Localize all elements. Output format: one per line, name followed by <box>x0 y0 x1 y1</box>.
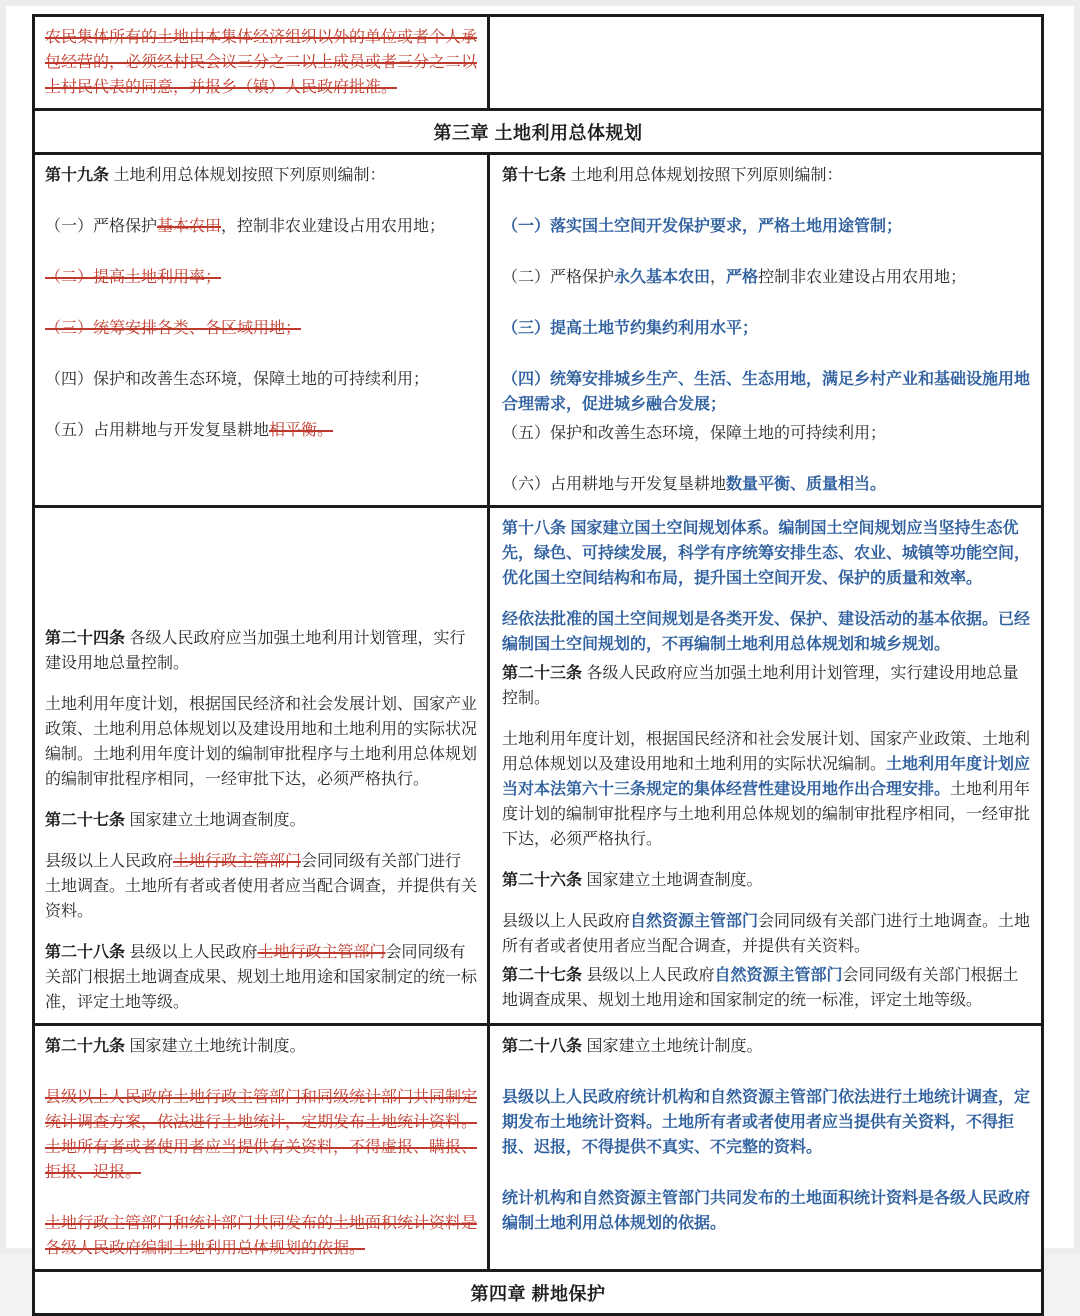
new-version-cell <box>487 1026 1041 1269</box>
paragraph <box>502 607 1031 657</box>
table-row-deleted-clause <box>35 17 1041 108</box>
text-segment-b: 第二十七条 <box>45 812 126 829</box>
new-version-cell <box>487 155 1041 505</box>
text-segment-n: 各级人民政府应当加强土地利用计划管理，实行建设用地总量控制。 <box>45 630 466 672</box>
paragraph <box>502 163 1031 188</box>
paragraph <box>502 214 1031 239</box>
text-segment-n: 会同同级有关部门根据土地调查成果、规划土地用途和国家制定的统一标准，评定土地等级。 <box>45 944 478 1011</box>
paragraph <box>45 163 477 188</box>
paragraph <box>502 963 1031 1013</box>
paragraph <box>45 25 477 100</box>
new-version-cell-empty <box>487 17 1041 108</box>
text-segment-n: 会同同级有关部门根据土地调查成果、规划土地用途和国家制定的统一标准，评定土地等级。 <box>502 967 1019 1009</box>
chapter3-title: 第三章 土地利用总体规划 <box>433 123 643 143</box>
text-segment-u: （四）统筹安排城乡生产、生活、生态用地，满足乡村产业和基础设施用地合理需求，促进城乡融合发展； <box>502 371 1031 413</box>
paragraph <box>45 265 477 290</box>
paragraph <box>45 940 477 1015</box>
table-row-planning-principles <box>35 152 1041 505</box>
text-segment-n: 控制非农业建设占用农用地； <box>758 269 967 286</box>
text-segment-d: 相平衡。 <box>269 422 334 439</box>
text-segment-n: 土地利用总体规划按照下列原则编制： <box>566 167 843 184</box>
old-version-cell <box>35 508 487 1023</box>
chapter4-title: 第四章 耕地保护 <box>470 1284 606 1304</box>
paragraph <box>502 367 1031 417</box>
paragraph <box>502 472 1031 497</box>
text-segment-n: 会同同级有关部门进行土地调查。土地所有者或者使用者应当配合调查，并提供有关资料。 <box>45 853 478 920</box>
text-segment-n: 土地利用年度计划，根据国民经济和社会发展计划、国家产业政策、土地利用总体规划以及建设用地和土地利用的实际状况编制。土地利用年度计划的编制审批程序与土地利用总体规划的编制审批程序相同，一经审批下达，必须严格执行。 <box>45 696 478 788</box>
paragraph <box>45 1034 477 1059</box>
text-segment-b: 第二十六条 <box>502 872 583 889</box>
text-segment-b: 第二十八条 <box>502 1038 583 1055</box>
text-segment-u: （三）提高土地节约集约利用水平； <box>502 320 759 337</box>
text-segment-n: 土地利用年度计划，根据国民经济和社会发展计划、国家产业政策、土地利用总体规划以及建设用地和土地利用的实际状况编制。 <box>502 731 1031 773</box>
paragraph <box>502 1186 1031 1236</box>
text-segment-n: （六）占用耕地与开发复垦耕地 <box>502 476 727 493</box>
text-segment-u: 永久基本农田 <box>614 269 711 286</box>
chapter3-header-row <box>35 108 1041 152</box>
paragraph <box>45 626 477 676</box>
text-segment-u: （一）落实国土空间开发保护要求，严格土地用途管制； <box>502 218 903 235</box>
paragraph <box>45 849 477 924</box>
text-segment-u: 县级以上人民政府统计机构和自然资源主管部门依法进行土地统计调查，定期发布土地统计资料。土地所有者或者使用者应当提供有关资料，不得拒报、迟报，不得提供不真实、不完整的资料。 <box>502 1089 1031 1156</box>
text-segment-n: ，控制非农业建设占用农用地； <box>221 218 446 235</box>
text-segment-u: 自然资源主管部门 <box>714 967 843 984</box>
paragraph <box>502 661 1031 711</box>
text-segment-b: 第二十九条 <box>45 1038 126 1055</box>
paragraph <box>45 1085 477 1185</box>
text-segment-d: 基本农田 <box>157 218 222 235</box>
text-segment-n: （二）严格保护 <box>502 269 615 286</box>
text-segment-u: 自然资源主管部门 <box>630 913 759 930</box>
paragraph <box>45 316 477 341</box>
text-segment-n: 县级以上人民政府 <box>125 944 258 961</box>
paragraph <box>45 214 477 239</box>
text-segment-d: 农民集体所有的土地由本集体经济组织以外的单位或者个人承包经营的，必须经村民会议三分之二以上成员或者三分之二以上村民代表的同意，并报乡（镇）人民政府批准。 <box>45 29 478 96</box>
paragraph <box>502 868 1031 893</box>
text-segment-n: （四）保护和改善生态环境，保障土地的可持续利用； <box>45 371 430 388</box>
paragraph <box>502 1085 1031 1160</box>
paragraph <box>502 316 1031 341</box>
paragraph <box>45 418 477 443</box>
text-segment-d: 土地行政主管部门和统计部门共同发布的土地面积统计资料是各级人民政府编制土地利用总体规划的依据。 <box>45 1215 478 1257</box>
text-segment-b: 第十九条 <box>45 167 110 184</box>
paragraph <box>502 421 1031 446</box>
table-row-statistics <box>35 1023 1041 1269</box>
text-segment-n: 国家建立土地统计制度。 <box>582 1038 763 1055</box>
law-comparison-table <box>32 14 1044 1316</box>
text-segment-d: （三）统筹安排各类、各区域用地； <box>45 320 302 337</box>
chapter4-header-row <box>35 1269 1041 1313</box>
text-segment-d: （二）提高土地利用率； <box>45 269 222 286</box>
paragraph <box>45 808 477 833</box>
table-row-plans-and-survey <box>35 505 1041 1023</box>
paragraph <box>45 367 477 392</box>
paragraph <box>502 265 1031 290</box>
paragraph <box>45 692 477 792</box>
text-segment-b: 第二十三条 <box>502 665 583 682</box>
old-version-cell <box>35 155 487 505</box>
text-segment-n: 各级人民政府应当加强土地利用计划管理，实行建设用地总量控制。 <box>502 665 1019 707</box>
text-segment-d: 土地行政主管部门 <box>173 853 302 870</box>
text-segment-n: 县级以上人民政府 <box>45 853 174 870</box>
text-segment-b: 第二十七条 <box>502 967 583 984</box>
text-segment-n: 国家建立土地调查制度。 <box>125 812 306 829</box>
text-segment-u: 第十八条 国家建立国土空间规划体系。编制国土空间规划应当坚持生态优先，绿色、可持续发展，科学有序统筹安排生态、农业、城镇等功能空间，优化国土空间结构和布局，提升国土空间开发、保护的质量和效率。 <box>502 520 1031 587</box>
paragraph <box>502 727 1031 852</box>
text-segment-b: 第二十八条 <box>45 944 126 961</box>
paragraph <box>502 516 1031 591</box>
text-segment-d: 土地行政主管部门 <box>257 944 386 961</box>
text-segment-d: 县级以上人民政府土地行政主管部门和同级统计部门共同制定统计调查方案，依法进行土地统计，定期发布土地统计资料。土地所有者或者使用者应当提供有关资料，不得虚报、瞒报、拒报、迟报。 <box>45 1089 478 1181</box>
old-version-cell <box>35 17 487 108</box>
text-segment-u: 经依法批准的国土空间规划是各类开发、保护、建设活动的基本依据。已经编制国土空间规划的，不再编制土地利用总体规划和城乡规划。 <box>502 611 1031 653</box>
text-segment-n: （一）严格保护 <box>45 218 158 235</box>
text-segment-n: （五）保护和改善生态环境，保障土地的可持续利用； <box>502 425 887 442</box>
text-segment-n: （五）占用耕地与开发复垦耕地 <box>45 422 270 439</box>
text-segment-b: 第十七条 <box>502 167 567 184</box>
text-segment-n: 县级以上人民政府 <box>502 913 631 930</box>
text-segment-u: 统计机构和自然资源主管部门共同发布的土地面积统计资料是各级人民政府编制土地利用总体规划的依据。 <box>502 1190 1031 1232</box>
text-segment-n: 县级以上人民政府 <box>582 967 715 984</box>
text-segment-n: 会同同级有关部门进行土地调查。土地所有者或者使用者应当配合调查，并提供有关资料。 <box>502 913 1031 955</box>
text-segment-u: 严格 <box>726 269 759 286</box>
new-version-cell <box>487 508 1041 1023</box>
text-segment-n: 土地利用年度计划的编制审批程序与土地利用总体规划的编制审批程序相同，一经审批下达，必须严格执行。 <box>502 781 1031 848</box>
text-segment-b: 第二十四条 <box>45 630 126 647</box>
text-segment-u: 数量平衡、质量相当。 <box>726 476 887 493</box>
text-segment-n: 国家建立土地调查制度。 <box>582 872 763 889</box>
text-segment-u: 土地利用年度计划应当对本法第六十三条规定的集体经营性建设用地作出合理安排。 <box>502 756 1031 798</box>
text-segment-n: ， <box>710 269 727 286</box>
text-segment-n: 国家建立土地统计制度。 <box>125 1038 306 1055</box>
old-version-cell <box>35 1026 487 1269</box>
paragraph <box>502 909 1031 959</box>
paragraph <box>502 1034 1031 1059</box>
text-segment-n: 土地利用总体规划按照下列原则编制： <box>109 167 386 184</box>
